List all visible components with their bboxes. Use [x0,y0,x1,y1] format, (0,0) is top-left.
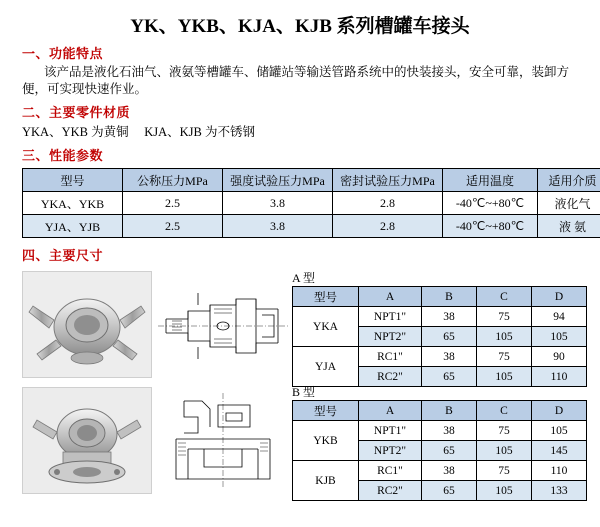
features-text: 该产品是液化石油气、液氨等槽罐车、储罐站等输送管路系统中的快装接头，安全可靠，装卸方便，可实现快速作业。 [22,65,569,96]
perf-r0-c3: 2.8 [333,192,443,215]
dimB-r1-c4: 145 [532,441,587,461]
product-photo-a [22,271,152,378]
dimB-model-0: YKB [293,421,359,461]
drawing-a-graphic [158,271,288,376]
dimA-r1-c3: 105 [477,327,532,347]
table-row [293,347,587,367]
dimA-r2-c3: 75 [477,347,532,367]
perf-r1-c5: 液 氨 [538,215,600,238]
perf-r0-c2: 3.8 [223,192,333,215]
dimB-model-1: KJB [293,461,359,501]
dimensions-b-head [293,401,587,421]
dimA-r3-c4: 110 [532,367,587,387]
perf-col-2: 强度试验压力MPa [223,169,333,192]
dimensions-area [0,269,600,509]
dimA-r1-c1: NPT2" [359,327,422,347]
dimensions-a-head [293,287,587,307]
perf-r0-c5: 液化气 [538,192,600,215]
dimA-r0-c3: 75 [477,307,532,327]
dimB-col-2: B [422,401,477,421]
dimA-r3-c3: 105 [477,367,532,387]
table-row [23,192,600,215]
dimensions-table-a [292,286,587,387]
dimB-r2-c3: 75 [477,461,532,481]
type-label-b: B 型 [292,383,315,400]
dimB-r2-c4: 110 [532,461,587,481]
dimensions-a-body [293,307,587,387]
perf-col-3: 密封试验压力MPa [333,169,443,192]
dimB-r3-c1: RC2" [359,481,422,501]
dimA-r3-c1: RC2" [359,367,422,387]
table-row [293,461,587,481]
dimA-col-2: B [422,287,477,307]
features-paragraph [22,64,582,98]
perf-col-4: 适用温度 [443,169,538,192]
table-row [293,421,587,441]
performance-table-wrapper [22,168,600,238]
dimB-r2-c1: RC1" [359,461,422,481]
dimB-r1-c3: 105 [477,441,532,461]
dimB-col-4: D [532,401,587,421]
table-header-row [23,169,600,192]
section-heading-features: 一、功能特点 [22,43,600,62]
dimA-r3-c2: 65 [422,367,477,387]
dimA-col-1: A [359,287,422,307]
perf-r0-c0: YKA、YKB [23,192,123,215]
perf-col-1: 公称压力MPa [123,169,223,192]
material-text: YKA、YKB 为黄铜 KJA、KJB 为不锈钢 [22,123,600,141]
section-heading-material: 二、主要零件材质 [22,102,600,121]
dimensions-table-b [292,400,587,501]
document-page [0,11,600,527]
dimA-r2-c2: 38 [422,347,477,367]
perf-r1-c0: YJA、YJB [23,215,123,238]
perf-r1-c3: 2.8 [333,215,443,238]
dimA-r0-c2: 38 [422,307,477,327]
dimB-r2-c2: 38 [422,461,477,481]
dimA-r0-c1: NPT1" [359,307,422,327]
dimB-r0-c3: 75 [477,421,532,441]
dimB-r0-c2: 38 [422,421,477,441]
dimB-r0-c4: 105 [532,421,587,441]
dimA-model-0: YKA [293,307,359,347]
dimA-r2-c4: 90 [532,347,587,367]
dimB-r3-c3: 105 [477,481,532,501]
technical-drawing-a [158,271,288,376]
dimB-r3-c2: 65 [422,481,477,501]
performance-table [22,168,600,238]
dimB-col-3: C [477,401,532,421]
dimA-col-3: C [477,287,532,307]
photo-b-graphic [23,388,151,493]
dimB-r1-c1: NPT2" [359,441,422,461]
perf-r1-c2: 3.8 [223,215,333,238]
dimA-r2-c1: RC1" [359,347,422,367]
dimA-col-0: 型号 [293,287,359,307]
dimA-col-4: D [532,287,587,307]
performance-table-body [23,192,600,238]
dimA-model-1: YJA [293,347,359,387]
dimensions-b-body [293,421,587,501]
dimB-r3-c4: 133 [532,481,587,501]
perf-r1-c4: -40℃~+80℃ [443,215,538,238]
performance-table-head [23,169,600,192]
table-row [293,307,587,327]
product-photo-b [22,387,152,494]
perf-r0-c4: -40℃~+80℃ [443,192,538,215]
perf-col-5: 适用介质 [538,169,600,192]
perf-r0-c1: 2.5 [123,192,223,215]
dimA-r0-c4: 94 [532,307,587,327]
table-row [23,215,600,238]
dimA-r1-c4: 105 [532,327,587,347]
section-heading-dimensions: 四、主要尺寸 [22,245,600,264]
perf-col-0: 型号 [23,169,123,192]
dimB-col-1: A [359,401,422,421]
drawing-b-graphic [158,387,288,492]
photo-a-graphic [23,272,151,377]
dimB-col-0: 型号 [293,401,359,421]
technical-drawing-b [158,387,288,492]
page-title: YK、YKB、KJA、KJB 系列槽罐车接头 [0,11,600,38]
table-header-row [293,401,587,421]
dimB-r0-c1: NPT1" [359,421,422,441]
perf-r1-c1: 2.5 [123,215,223,238]
dimA-r1-c2: 65 [422,327,477,347]
dimB-r1-c2: 65 [422,441,477,461]
table-header-row [293,287,587,307]
type-label-a: A 型 [292,269,315,286]
section-heading-performance: 三、性能参数 [22,145,600,164]
